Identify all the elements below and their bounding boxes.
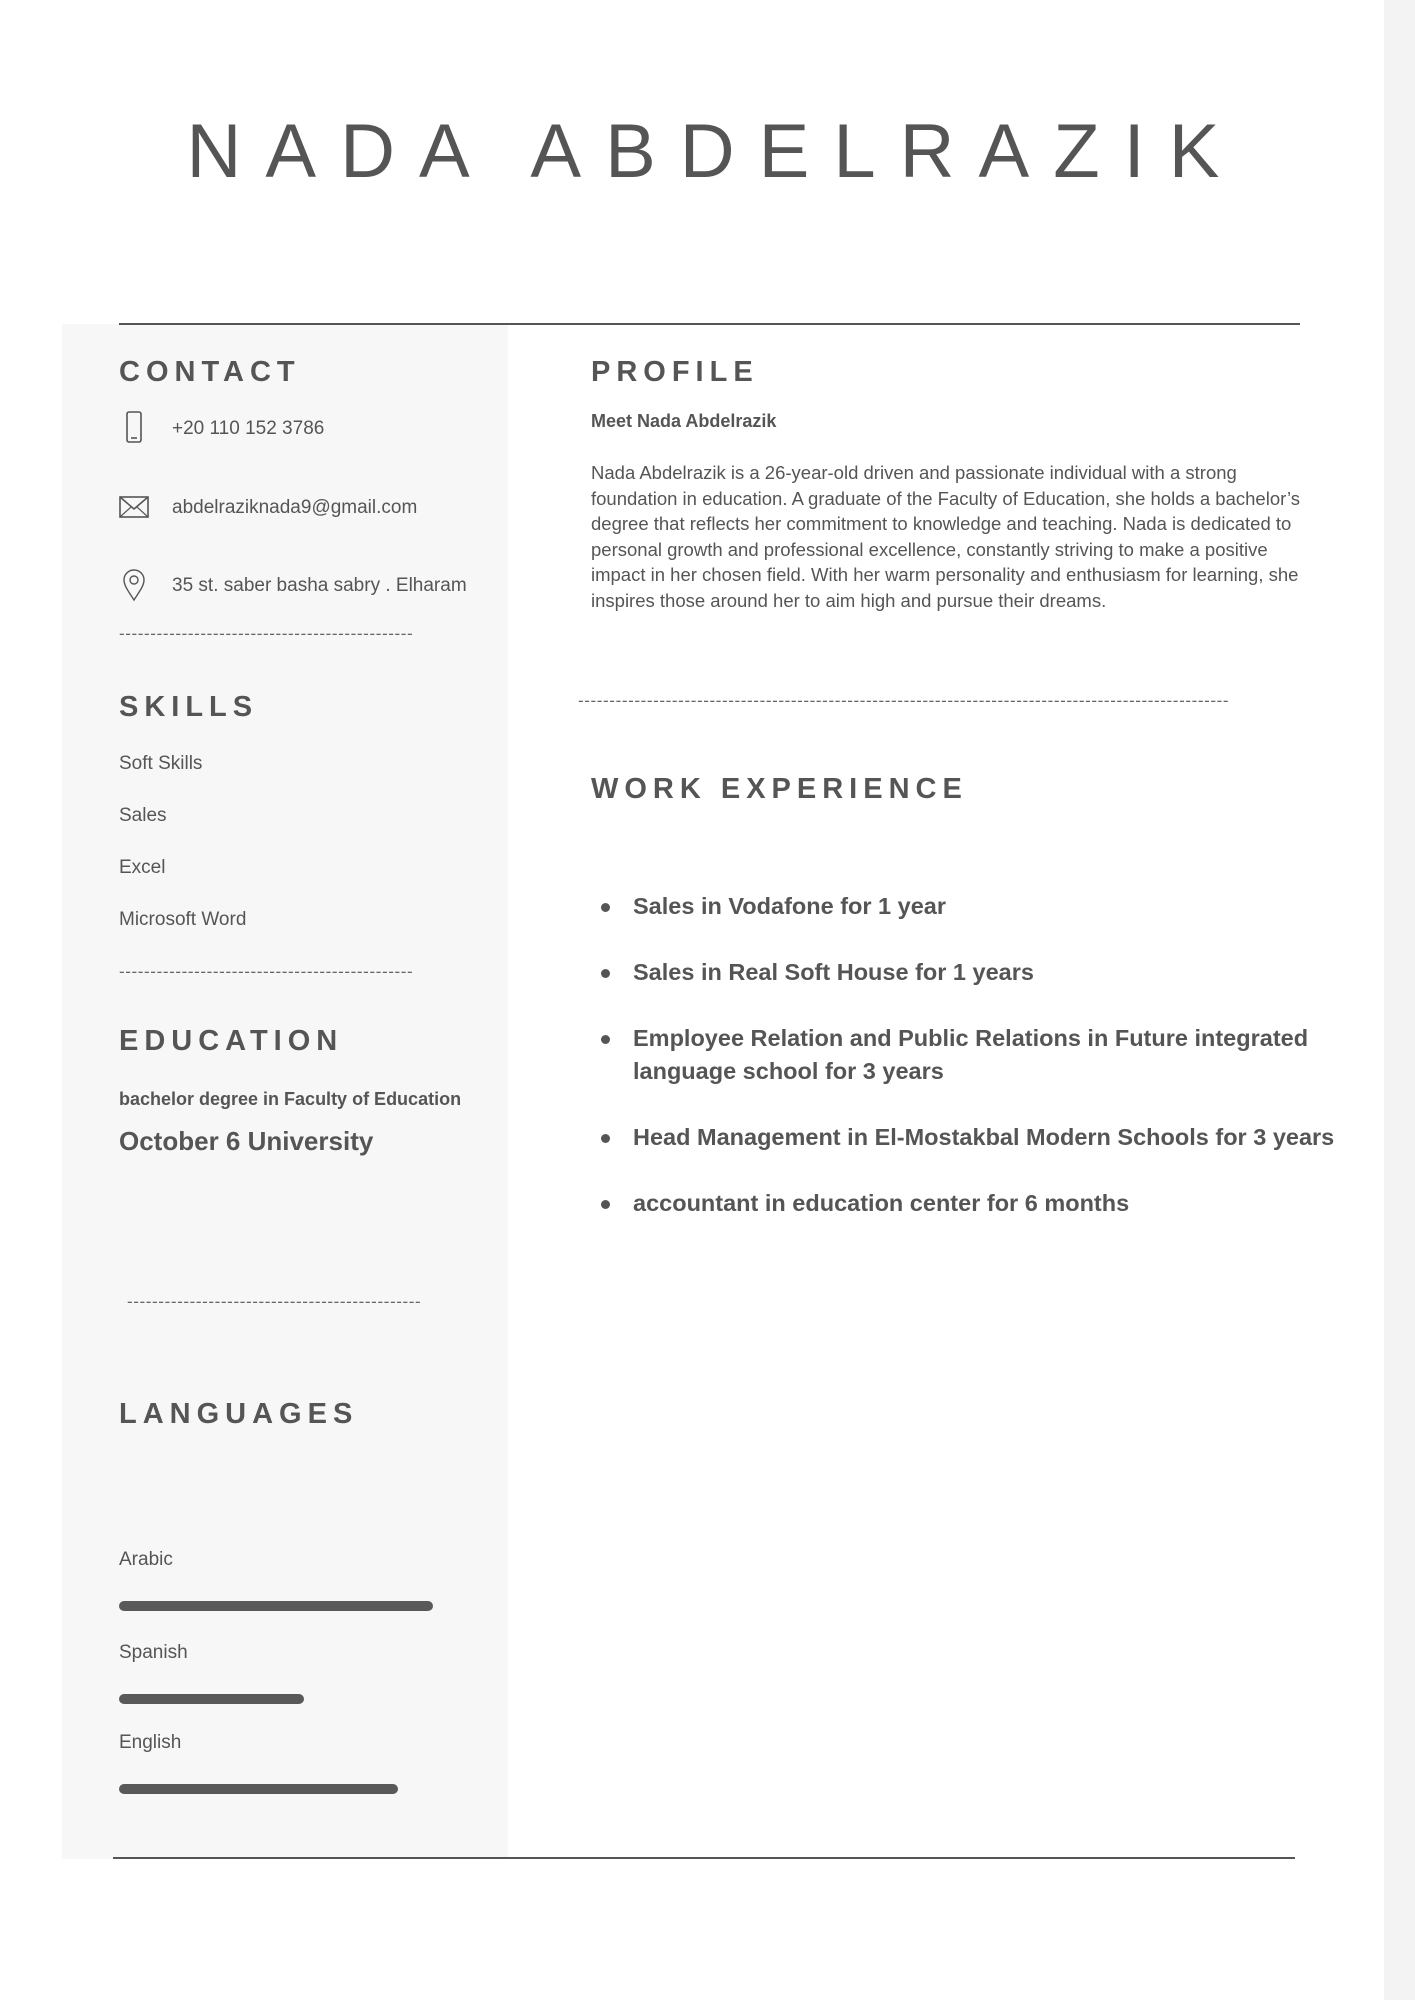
location-pin-icon [119, 567, 149, 603]
bullet-icon [601, 969, 610, 978]
skill-item: Soft Skills [119, 753, 203, 774]
contact-phone: +20 110 152 3786 [172, 418, 325, 439]
contact-email-row [119, 489, 519, 529]
skill-item: Sales [119, 805, 167, 826]
work-item-text: Head Management in El-Mostakbal Modern Schools for 3 years [633, 1124, 1335, 1150]
bullet-icon [601, 903, 610, 912]
languages-heading: LANGUAGES [119, 1398, 359, 1430]
education-divider: ----------------------------------------------- [127, 1292, 422, 1311]
list-item [591, 890, 1361, 923]
language-label: Spanish [119, 1642, 188, 1663]
skill-item: Microsoft Word [119, 909, 247, 930]
skills-divider: ----------------------------------------------- [119, 962, 414, 981]
phone-icon [119, 410, 149, 446]
work-item-text: Sales in Vodafone for 1 year [633, 893, 947, 919]
language-level-bar [119, 1694, 433, 1704]
profile-subtitle: Meet Nada Abdelrazik [591, 411, 777, 431]
skill-item: Excel [119, 857, 166, 878]
education-heading: EDUCATION [119, 1025, 344, 1057]
list-item [591, 1121, 1361, 1154]
language-level-bar [119, 1601, 433, 1611]
bullet-icon [601, 1200, 610, 1209]
contact-email[interactable]: abdelraziknada9@gmail.com [172, 497, 418, 518]
work-item-text: accountant in education center for 6 months [633, 1190, 1130, 1216]
bottom-rule [113, 1857, 1295, 1859]
profile-divider: -------------------------------------------------------------------------------------------------------- [578, 691, 1230, 710]
education-university: October 6 University [119, 1126, 374, 1156]
language-level-bar [119, 1784, 433, 1794]
language-level-fill [119, 1784, 398, 1794]
bullet-icon [601, 1134, 610, 1143]
contact-divider: ----------------------------------------------- [119, 624, 414, 643]
list-item [591, 1187, 1361, 1220]
contact-address-row [119, 567, 519, 607]
work-experience-heading: WORK EXPERIENCE [591, 773, 968, 805]
page-edge-strip [1384, 0, 1415, 2000]
contact-phone-row [119, 410, 519, 450]
contact-address: 35 st. saber basha sabry . Elharam [172, 575, 467, 596]
profile-heading: PROFILE [591, 356, 759, 388]
language-level-fill [119, 1694, 304, 1704]
education-degree: bachelor degree in Faculty of Education [119, 1089, 462, 1109]
work-item-text: Employee Relation and Public Relations in Future integrated language school for 3 years [633, 1025, 1309, 1084]
top-rule [119, 323, 1300, 325]
envelope-icon [119, 489, 149, 525]
list-item [591, 1022, 1361, 1088]
list-item [591, 956, 1361, 989]
resume-name: NADA ABDELRAZIK [186, 109, 1244, 194]
language-label: English [119, 1732, 182, 1753]
contact-heading: CONTACT [119, 356, 301, 388]
language-label: Arabic [119, 1549, 173, 1570]
language-level-fill [119, 1601, 433, 1611]
profile-body: Nada Abdelrazik is a 26-year-old driven and passionate individual with a strong foundation in education. A graduate of the Faculty of Education, she holds a bachelor’s degree that reflects her commitment to knowledge and teaching. Nada is dedicated to personal growth and professional excellence, constantly striving to make a positive impact in her chosen field. With her warm personality and enthusiasm for learning, she inspires those around her to aim high and pursue their dreams. [591, 462, 1300, 611]
bullet-icon [601, 1035, 610, 1044]
work-experience-list [591, 890, 1361, 1253]
work-item-text: Sales in Real Soft House for 1 years [633, 959, 1034, 985]
skills-heading: SKILLS [119, 691, 259, 723]
